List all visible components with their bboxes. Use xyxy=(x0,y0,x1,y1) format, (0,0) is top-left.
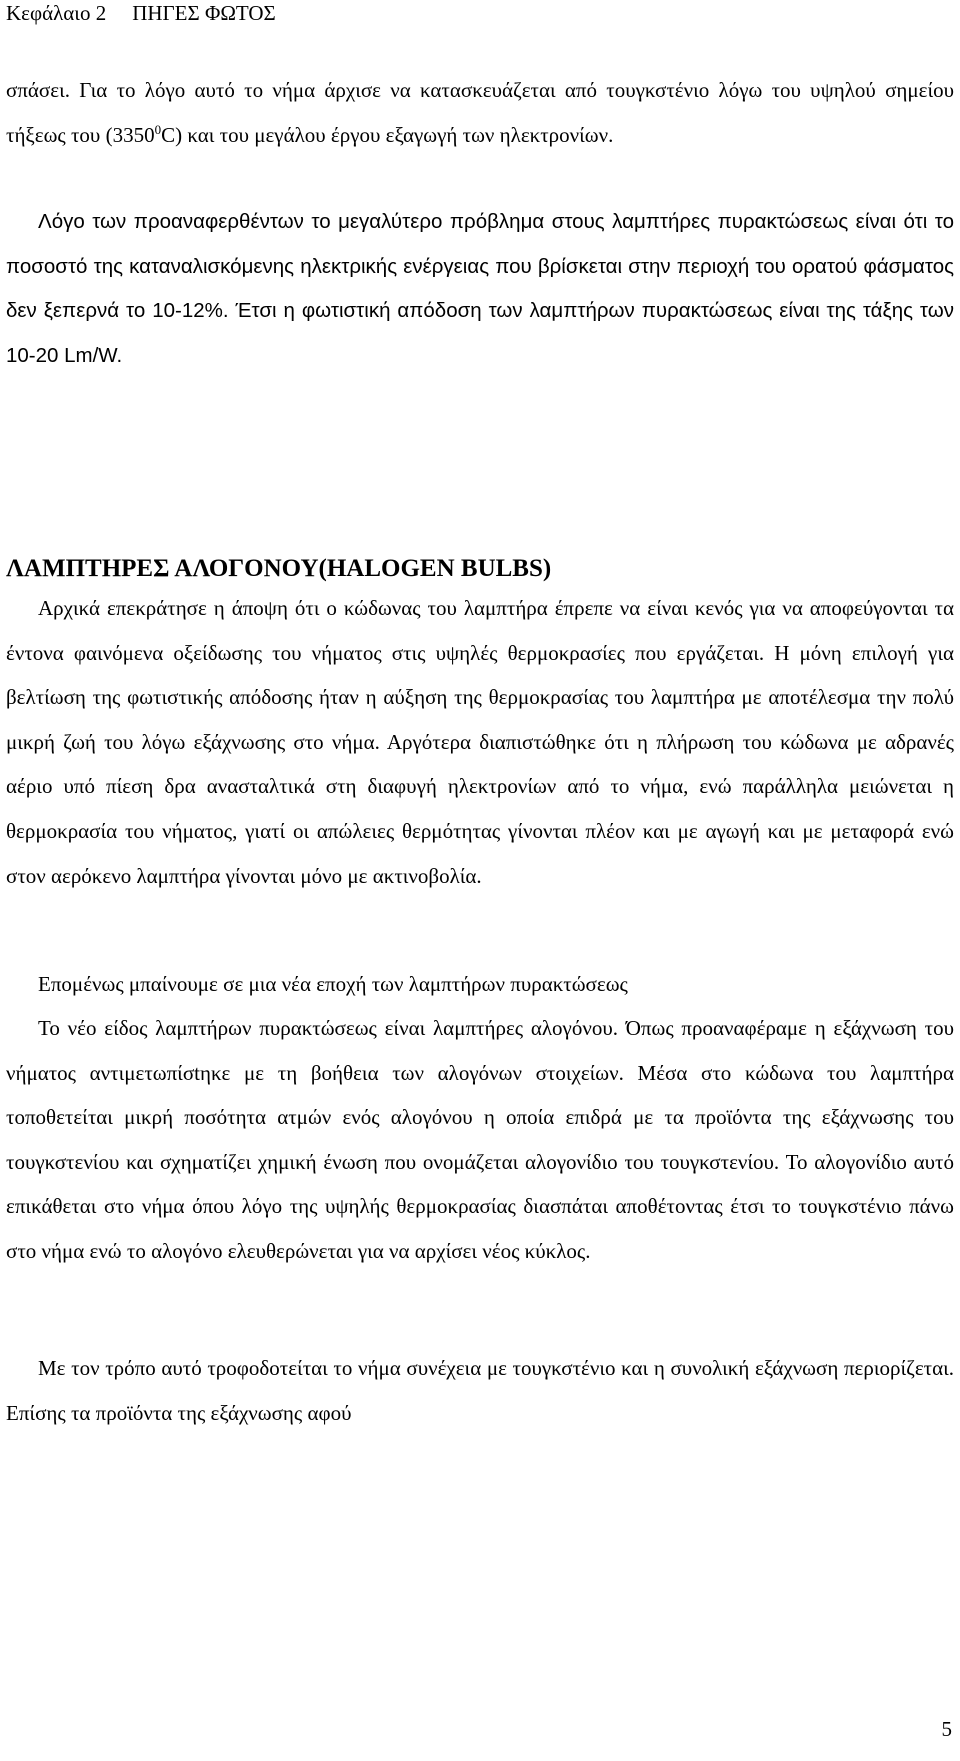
page-number: 5 xyxy=(941,1717,952,1741)
paragraph-continuation xyxy=(6,68,954,157)
paragraph-new-era: Επομένως μπαίνουμε σε μια νέα εποχή των λαμπτήρων πυρακτώσεως xyxy=(38,972,628,996)
chapter-label: Κεφάλαιο 2 xyxy=(6,1,107,25)
section-heading: ΛΑΜΠΤΗΡΕΣ ΑΛΟΓΟΝΟΥ(HALOGEN BULBS) xyxy=(6,555,552,582)
paragraph-efficiency: Λόγο των προαναφερθέντων το μεγαλύτερο πρόβλημα στους λαμπτήρες πυρακτώσεως είναι ότι το ποσοστό της καταναλισκόμενης ηλεκτρικής ενέργειας που βρίσκεται στην περιοχή του ορατού φάσματος δεν ξεπερνά το 10-12%. Έτσι η φωτιστική απόδοση των λαμπτήρων πυρακτώσεως είναι της τάξης των 10-20 Lm/W. xyxy=(6,210,954,367)
paragraph-halogen: Το νέο είδος λαμπτήρων πυρακτώσεως είναι λαμπτήρες αλογόνου. Όπως προαναφέραμε η εξάχνωση του νήματος αντιμετωπίσtηκε με τη βοήθεια των αλογόνων στοιχείων. Μέσα στο κώδωνα του λαμπτήρα τοποθετείται μικρή ποσότητα ατμών ενός αλογόνου η οποία επιδρά με τα προϊόντα της εξάχνωσης του τουγκστενίου και σχηματίζει χημική ένωση που ονομάζεται αλογονίδιο του τουγκστενίου. Το αλογονίδιο αυτό επικάθεται στο νήμα όπου λόγο της υψηλής θερμοκρασίας διασπάται αποθέτοντας έτσι το τουγκστένιο πάνω στο νήμα ενώ το αλογόνο ελευθερώνεται για να αρχίσει νέος κύκλος. xyxy=(6,1016,954,1263)
running-header xyxy=(6,0,276,26)
paragraph-history: Αρχικά επεκράτησε η άποψη ότι ο κώδωνας του λαμπτήρα έπρεπε να είναι κενός για να αποφεύγονται τα έντονα φαινόμενα οξείδωσης του νήματος στις υψηλές θερμοκρασίες που εργάζεται. Η μόνη επιλογή για βελτίωση της φωτιστικής απόδοσης ήταν η αύξηση της θερμοκρασίας του λαμπτήρα με αποτέλεσμα την πολύ μικρή ζωή του λόγω εξάχνωσης στο νήμα. Αργότερα διαπιστώθηκε ότι η πλήρωση του κώδωνα με αδρανές αέριο υπό πίεση δρα ανασταλτικά στη διαφυγή ηλεκτρονίων από το νήμα, ενώ παράλληλα μειώνεται η θερμοκρασία του νήματος, γιατί οι απώλειες θερμότητας γίνονται πλέον και με αγωγή και με μεταφορά ενώ στον αερόκενο λαμπτήρα γίνονται μόνο με ακτινοβολία. xyxy=(6,596,954,888)
paragraph-cycle: Με τον τρόπο αυτό τροφοδοτείται το νήμα συνέχεια με τουγκστένιο και η συνολική εξάχνωση περιορίζεται. Επίσης τα προϊόντα της εξάχνωσης αφού xyxy=(6,1356,954,1425)
paragraph-text-end: C) και του μεγάλου έργου εξαγωγή των ηλεκτρονίων. xyxy=(161,122,614,147)
paragraph-text: σπάσει. Για το λόγο αυτό το νήμα άρχισε να κατασκευάζεται από τουγκστένιο λόγω του υψηλού σημείου τήξεως του (3350 xyxy=(6,78,954,147)
superscript: 0 xyxy=(154,121,162,137)
chapter-title: ΠΗΓΕΣ ΦΩΤΟΣ xyxy=(132,1,276,25)
